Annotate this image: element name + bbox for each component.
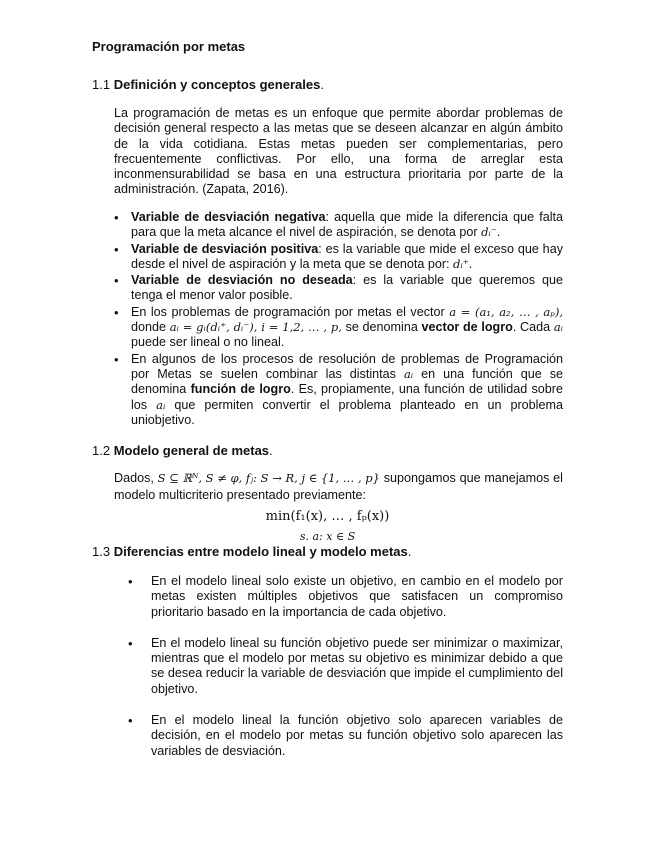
section-number: 1.1	[92, 77, 111, 92]
math-inline: aᵢ = gᵢ(dᵢ⁺, dᵢ⁻), i = 1,2, … , p,	[169, 320, 342, 335]
definition-list	[114, 210, 563, 429]
differences-list	[128, 574, 563, 775]
model-paragraph	[114, 470, 563, 504]
model-line-1	[114, 470, 563, 487]
section-title: Definición y conceptos generales	[113, 77, 321, 92]
math-inline: aᵢ	[156, 397, 166, 412]
term: vector de logro	[421, 320, 513, 335]
formula-objective: min(f₁(x), … , fₚ(x))	[265, 509, 390, 524]
section-number: 1.2	[92, 443, 111, 458]
list-item	[114, 242, 563, 273]
term: Variable de desviación no deseada	[131, 273, 353, 288]
page-title: Programación por metas	[92, 39, 246, 54]
math-inline: aᵢ	[553, 320, 563, 335]
word: manejamos	[484, 471, 550, 485]
item-end: .	[468, 256, 473, 271]
word: Dados,	[114, 471, 154, 485]
item-text: en una función que se denomina	[131, 366, 563, 397]
section-3-heading	[92, 544, 411, 559]
intro-paragraph: La programación de metas es un enfoque que permite abordar problemas de decisión general respecto a las metas que se deseen alcanzar en algún ámbito de la vida cotidiana. Estas metas pueden ser complementarias, pero frecuentemente conflictivas. Por ello, una forma de arreglar esta inconmensurabilidad se basa en una estructura prioritaria por parte de la administración. (Zapata, 2016).	[114, 106, 563, 197]
item-text: se denomina	[341, 320, 422, 335]
term: Variable de desviación negativa	[131, 210, 326, 224]
section-title: Diferencias entre modelo lineal y modelo metas	[113, 544, 408, 559]
section-trail: .	[407, 544, 412, 559]
section-2-heading	[92, 443, 273, 458]
item-text: . Cada	[512, 320, 554, 335]
section-title: Modelo general de metas	[113, 443, 270, 458]
list-item	[114, 305, 563, 351]
section-trail: .	[269, 443, 273, 458]
math-inline: S ⊆ ℝᴺ, S ≠ φ, fⱼ: S → R, j ∈ {1, … , p}	[157, 471, 380, 485]
item-text: donde	[131, 320, 170, 335]
word: que	[459, 471, 481, 485]
item-text: : es la variable que queremos que tenga el menor valor posible.	[131, 273, 563, 303]
list-item: • En el modelo lineal su función objetivo puede ser minimizar o maximizar, mientras que el modelo por metas su objetivo es minimizar debido a que se desea reducir la variable de desviación que impide el cumplimiento del objetivo.	[128, 636, 563, 697]
math-inline: a = (a₁, a₂, … , aₚ),	[449, 304, 563, 319]
item-end: .	[496, 225, 501, 240]
model-line-2: modelo multicriterio presentado previamente:	[114, 488, 366, 502]
word: supongamos	[383, 471, 456, 485]
item-text: . Es, propiamente, una función de utilidad sobre los	[131, 382, 563, 412]
formula-constraint: s. a: x ∈ S	[299, 530, 356, 543]
math-inline: dᵢ⁺	[453, 256, 469, 271]
item-text: : aquella que mide la diferencia que falta para que la meta alcance el nivel de aspiración, se denota por	[131, 210, 563, 240]
term: Variable de desviación positiva	[131, 241, 319, 256]
list-item: • En el modelo lineal solo existe un objetivo, en cambio en el modelo por metas existen múltiples objetivos que satisfacen un compromiso prioritario basado en la importancia de cada objetivo.	[128, 574, 563, 620]
list-item	[114, 210, 563, 241]
item-text: puede ser lineal o no lineal.	[131, 335, 285, 350]
list-item	[114, 352, 563, 428]
item-text: En algunos de los procesos de resolución de problemas de Programación por Metas se suelen combinar las distintas	[131, 351, 563, 381]
item-text: que permiten convertir el problema planteado en un problema uniobjetivo.	[131, 397, 563, 427]
item-text: En los problemas de programación por metas el vector	[131, 304, 450, 319]
section-trail: .	[320, 77, 324, 92]
section-number: 1.3	[92, 544, 111, 559]
word: el	[553, 471, 563, 485]
section-1-heading	[92, 77, 324, 92]
math-inline: dᵢ⁻	[481, 225, 497, 240]
list-item	[114, 273, 563, 304]
item-text: : es la variable que mide el exceso que hay desde el nivel de aspiración y la meta que se denota por:	[131, 241, 563, 271]
term: función de logro	[190, 382, 291, 397]
list-item: • En el modelo lineal la función objetivo solo aparecen variables de decisión, en el modelo por metas su función objetivo solo aparecen las variables de desviación.	[128, 713, 563, 759]
math-inline: aᵢ	[403, 366, 414, 381]
